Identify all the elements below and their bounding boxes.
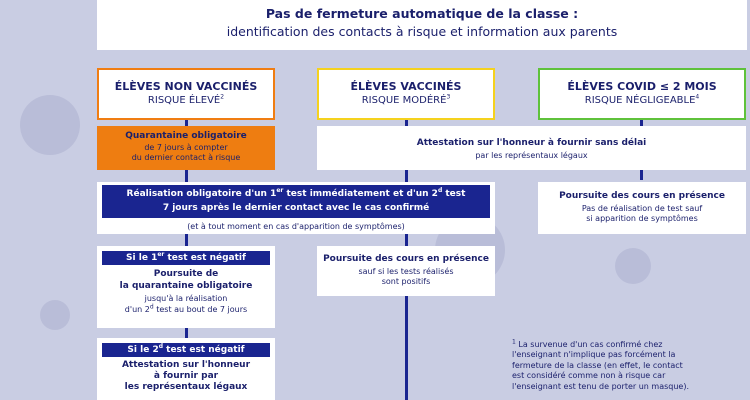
covid-cours-box: [538, 182, 746, 234]
category-non-vaccines: [97, 68, 275, 120]
tests-line2: 7 jours après le dernier contact avec le cas confirmé: [162, 203, 430, 213]
attestation-sub: par les représentaux légaux: [475, 151, 588, 160]
negatif2-title3: les représentaux légaux: [124, 382, 248, 392]
footnote-line: l'enseignant n'implique pas forcément la: [512, 350, 676, 360]
negatif1-title2: la quarantaine obligatoire: [119, 281, 253, 291]
tests-line1: Réalisation obligatoire d'un 1er test immédiatement et d'un 2$^d$ test: [126, 187, 466, 199]
footnote-line: $^1$ La survenue d'un cas confirmé chez: [512, 338, 663, 349]
vaccines-cours-line2: sont positifs: [381, 277, 431, 286]
connector-line: [185, 232, 188, 246]
tests-note: (et à tout moment en cas d'apparition de symptômes): [187, 222, 405, 231]
tests-banner: [102, 185, 490, 218]
connector-line: [405, 232, 408, 246]
virus-decoration-icon: [40, 300, 70, 330]
vaccines-cours-box: [317, 246, 495, 296]
quarantaine-line1: de 7 jours à compter: [144, 143, 228, 152]
footnote-line: est considéré comme non à risque car: [512, 371, 666, 381]
category-vaccines: [317, 68, 495, 120]
category-risk: RISQUE MODÉRÉ$^3$: [361, 93, 451, 106]
vaccines-cours-line1: sauf si les tests réalisés: [358, 267, 454, 276]
negatif2-label: Si le 2$^d$ test est négatif: [102, 343, 270, 357]
quarantaine-title: Quarantaine obligatoire: [125, 131, 247, 141]
negatif1-line2: d'un 2$^d$ test au bout de 7 jours: [124, 303, 248, 314]
negatif2-title1: Attestation sur l'honneur: [121, 360, 251, 370]
header-box: [97, 0, 747, 50]
quarantaine-box: [97, 126, 275, 170]
attestation-title: Attestation sur l'honneur à fournir sans délai: [416, 138, 647, 148]
category-risk: RISQUE NÉGLIGEABLE$^4$: [584, 93, 700, 106]
virus-decoration-icon: [615, 248, 651, 284]
attestation-box: [317, 126, 746, 170]
virus-decoration-icon: [20, 95, 80, 155]
tests-box: [97, 182, 495, 234]
category-covid-2-mois: [538, 68, 746, 120]
footnote-line: l'enseignant est tenu de porter un masque).: [512, 381, 690, 391]
footnote-line: fermeture de la classe (en effet, le contact: [512, 360, 683, 370]
quarantaine-line2: du dernier contact à risque: [131, 153, 241, 162]
negatif1-line1: jusqu'à la réalisation: [144, 294, 228, 303]
category-title: ÉLÈVES VACCINÉS: [350, 80, 462, 93]
category-risk: RISQUE ÉLEVÉ$^2$: [147, 93, 225, 106]
negatif1-title1: Poursuite de: [153, 269, 219, 279]
footnote: [512, 340, 702, 392]
header-title: Pas de fermeture automatique de la classe :: [265, 6, 579, 21]
covid-cours-title: Poursuite des cours en présence: [559, 191, 725, 201]
category-title: ÉLÈVES COVID ≤ 2 MOIS: [567, 80, 717, 93]
negatif1-label: Si le 1er test est négatif: [102, 251, 270, 265]
connector-line: [405, 294, 408, 400]
negatif2-box: [97, 338, 275, 400]
negatif2-title2: à fournir par: [153, 371, 219, 381]
vaccines-cours-title: Poursuite des cours en présence: [323, 254, 489, 264]
covid-cours-line2: si apparition de symptômes: [586, 214, 698, 223]
covid-cours-line1: Pas de réalisation de test sauf: [581, 204, 703, 213]
negatif1-box: [97, 246, 275, 328]
category-title: ÉLÈVES NON VACCINÉS: [114, 80, 258, 93]
header-subtitle: identification des contacts à risque et information aux parents: [226, 24, 618, 39]
